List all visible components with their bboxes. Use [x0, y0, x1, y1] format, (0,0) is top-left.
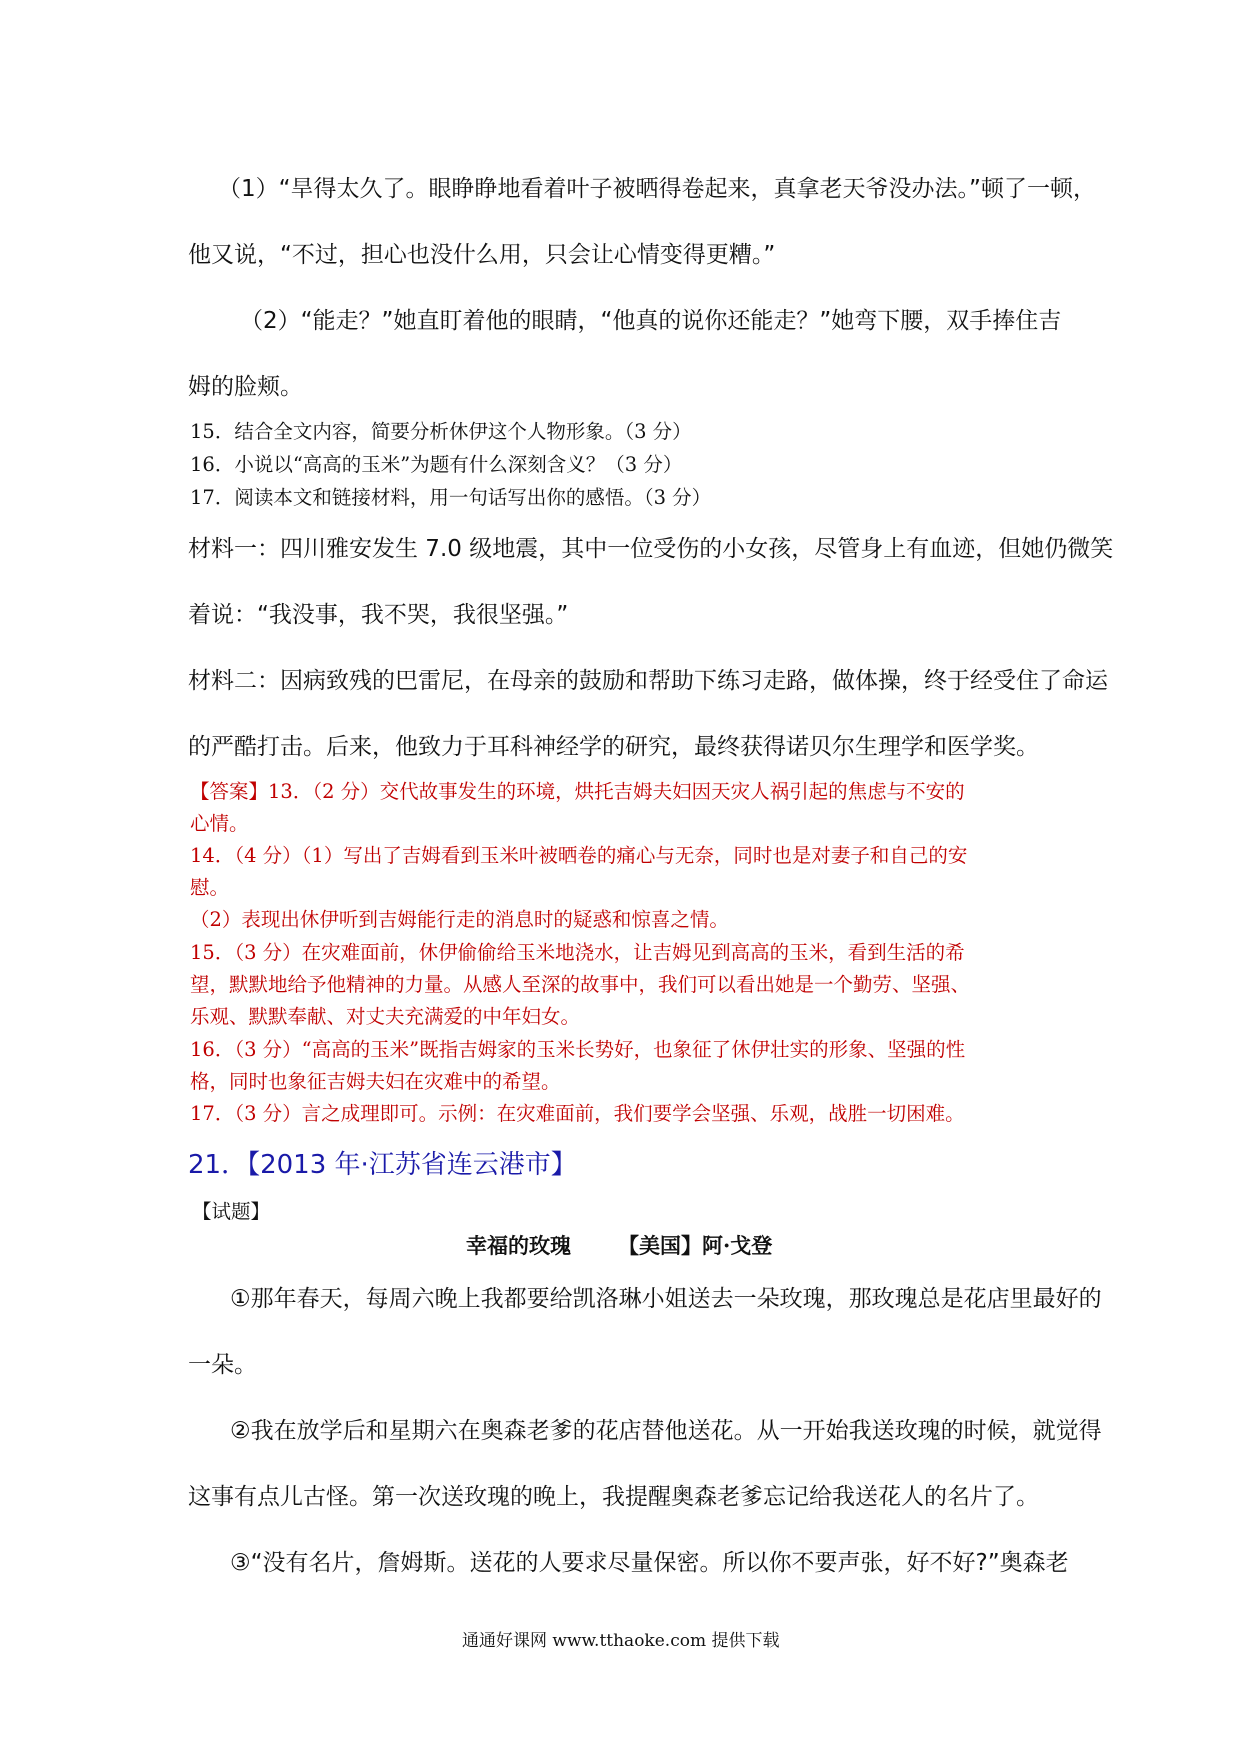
story-paragraph-line: 一朵。: [188, 1352, 257, 1378]
material-one-line: 材料一：四川雅安发生 7.0 级地震，其中一位受伤的小女孩，尽管身上有血迹，但她仍微笑: [188, 536, 1114, 562]
answer-line: 格，同时也象征吉姆夫妇在灾难中的希望。: [190, 1070, 561, 1093]
question-15: 15．结合全文内容，简要分析休伊这个人物形象。（3 分）: [190, 420, 692, 443]
answer-line: 17．（3 分）言之成理即可。示例：在灾难面前，我们要学会坚强、乐观，战胜一切困难。: [190, 1102, 965, 1125]
passage-line: （2）“能走？”她直盯着他的眼睛，“他真的说你还能走？”她弯下腰，双手捧住吉: [240, 308, 1062, 334]
answer-line: 望，默默地给予他精神的力量。从感人至深的故事中，我们可以看出她是一个勤劳、坚强、: [190, 973, 971, 996]
question-16: 16．小说以“高高的玉米”为题有什么深刻含义？（3 分）: [190, 453, 683, 476]
answer-line: 14．（4 分）（1）写出了吉姆看到玉米叶被晒卷的痛心与无奈，同时也是对妻子和自己的安: [190, 844, 968, 867]
material-one-line: 着说：“我没事，我不哭，我很坚强。”: [188, 602, 569, 628]
material-two-line: 的严酷打击。后来，他致力于耳科神经学的研究，最终获得诺贝尔生理学和医学奖。: [188, 734, 1039, 760]
passage-line: 他又说，“不过，担心也没什么用，只会让心情变得更糟。”: [188, 242, 776, 268]
page-footer: 通通好课网 www.tthaoke.com 提供下载: [462, 1631, 780, 1651]
story-paragraph-line: ③“没有名片，詹姆斯。送花的人要求尽量保密。所以你不要声张，好不好?”奥森老: [230, 1550, 1069, 1576]
answer-line: 15．（3 分）在灾难面前，休伊偷偷给玉米地浇水，让吉姆见到高高的玉米，看到生活的希: [190, 941, 965, 964]
answer-line: 心情。: [190, 812, 249, 835]
passage-line: （1）“旱得太久了。眼睁睁地看着叶子被晒得卷起来，真拿老天爷没办法。”顿了一顿，: [218, 176, 1096, 202]
answer-line: （2）表现出休伊听到吉姆能行走的消息时的疑惑和惊喜之情。: [190, 908, 729, 931]
story-paragraph-line: ①那年春天，每周六晚上我都要给凯洛琳小姐送去一朵玫瑰，那玫瑰总是花店里最好的: [230, 1286, 1102, 1312]
story-paragraph-line: ②我在放学后和星期六在奥森老爹的花店替他送花。从一开始我送玫瑰的时候，就觉得: [230, 1418, 1102, 1444]
material-two-line: 材料二：因病致残的巴雷尼，在母亲的鼓励和帮助下练习走路，做体操，终于经受住了命运: [188, 668, 1108, 694]
question-17: 17．阅读本文和链接材料，用一句话写出你的感悟。（3 分）: [190, 486, 712, 509]
section-label: 【试题】: [192, 1200, 271, 1223]
story-paragraph-line: 这事有点儿古怪。第一次送玫瑰的晚上，我提醒奥森老爹忘记给我送花人的名片了。: [188, 1484, 1039, 1510]
answer-line: 16．（3 分）“高高的玉米”既指吉姆家的玉米长势好，也象征了休伊壮实的形象、坚强的性: [190, 1038, 966, 1061]
section-heading: 21．【2013 年·江苏省连云港市】: [188, 1150, 577, 1180]
answer-line: 乐观、默默奉献、对丈夫充满爱的中年妇女。: [190, 1005, 581, 1028]
passage-line: 姆的脸颊。: [188, 374, 303, 400]
answer-line: 慰。: [190, 876, 230, 899]
story-title: 幸福的玫瑰: [466, 1233, 571, 1258]
answer-line: 【答案】13．（2 分）交代故事发生的环境，烘托吉姆夫妇因天灾人祸引起的焦虑与不安的: [190, 780, 965, 803]
story-author: 【美国】阿·戈登: [618, 1233, 773, 1258]
